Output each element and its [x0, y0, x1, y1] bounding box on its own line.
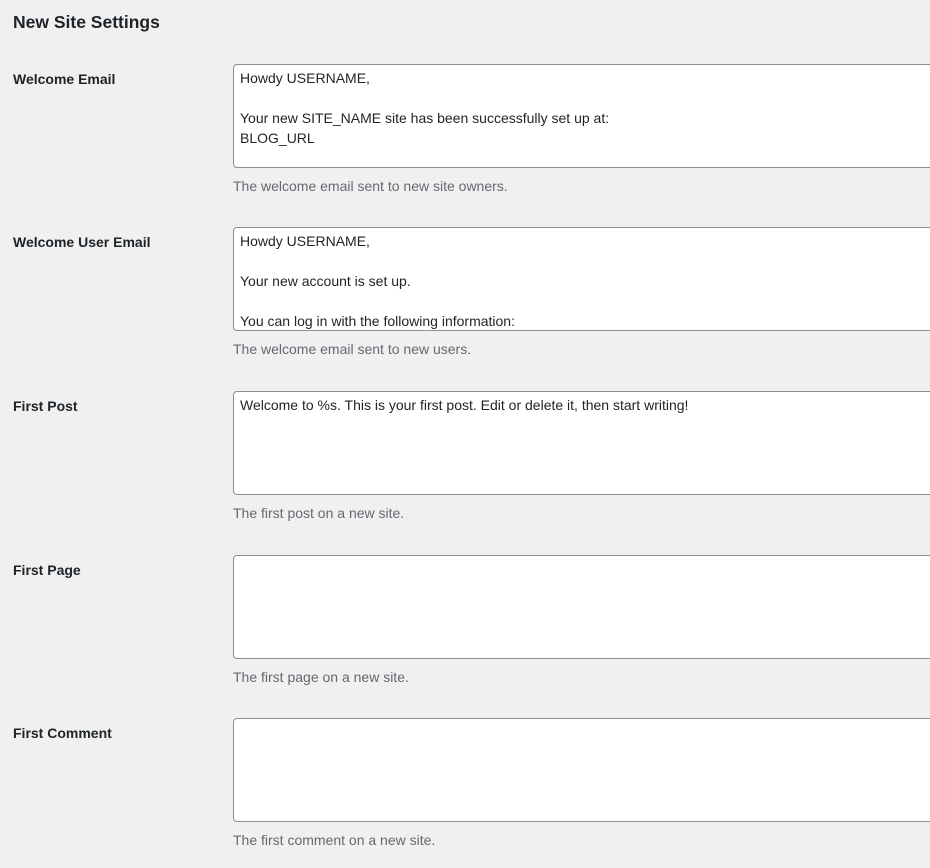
first-post-label: First Post — [13, 398, 78, 414]
first-comment-label: First Comment — [13, 725, 112, 741]
welcome-user-email-label: Welcome User Email — [13, 234, 151, 250]
first-comment-description: The first comment on a new site. — [233, 832, 436, 848]
first-post-description: The first post on a new site. — [233, 505, 405, 521]
first-post-textarea[interactable] — [233, 391, 930, 495]
page-title: New Site Settings — [13, 12, 160, 32]
welcome-user-email-description: The welcome email sent to new users. — [233, 341, 472, 357]
first-page-label: First Page — [13, 562, 81, 578]
first-page-textarea[interactable] — [233, 555, 930, 659]
first-comment-textarea[interactable] — [233, 718, 930, 822]
first-page-description: The first page on a new site. — [233, 669, 409, 685]
welcome-user-email-textarea[interactable] — [233, 227, 930, 331]
welcome-email-description: The welcome email sent to new site owners. — [233, 178, 508, 194]
welcome-email-label: Welcome Email — [13, 71, 116, 87]
welcome-email-textarea[interactable] — [233, 64, 930, 168]
